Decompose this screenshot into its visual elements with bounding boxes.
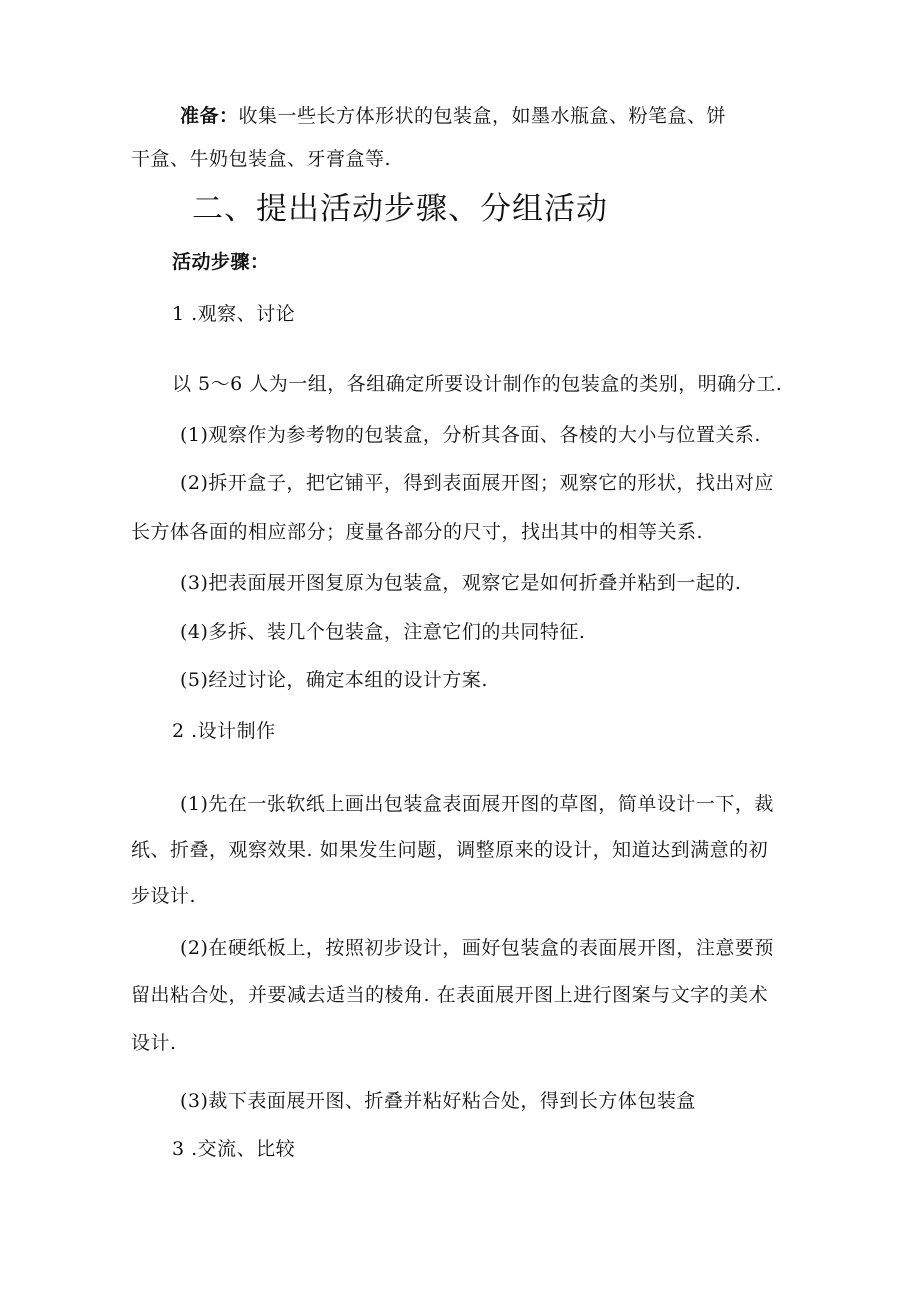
step1-item-2-line-2: 长方体各面的相应部分；度量各部分的尺寸，找出其中的相等关系. [131, 521, 704, 543]
step2-title: 2 .设计制作 [172, 720, 276, 742]
step3-title: 3 .交流、比较 [172, 1138, 296, 1160]
step2-item-3: (3)裁下表面展开图、折叠并粘好粘合处，得到长方体包装盒 [180, 1090, 696, 1112]
step1-item-2-line-1: (2)拆开盒子，把它铺平，得到表面展开图；观察它的形状，找出对应 [180, 472, 774, 494]
step1-title: 1 .观察、讨论 [172, 303, 296, 325]
step1-item-3: (3)把表面展开图复原为包装盒，观察它是如何折叠并粘到一起的. [180, 572, 742, 594]
step1-intro: 以 5～6 人为一组，各组确定所要设计制作的包装盒的类别，明确分工. [172, 373, 783, 395]
prep-paragraph-line-1 [180, 104, 726, 128]
section-heading: 二、提出活动步骤、分组活动 [192, 191, 608, 227]
step2-item-2-line-3: 设计. [131, 1032, 177, 1054]
step2-item-2-line-2: 留出粘合处，并要减去适当的棱角. 在表面展开图上进行图案与文字的美术 [131, 984, 769, 1006]
step2-item-1-line-3: 步设计. [131, 885, 197, 907]
prep-paragraph-line-2: 干盒、牛奶包装盒、牙膏盒等. [131, 148, 392, 170]
step1-item-4: (4)多拆、装几个包装盒，注意它们的共同特征. [180, 621, 586, 643]
prep-label: 准备： [180, 105, 239, 127]
prep-text-line-1: 收集一些长方体形状的包装盒，如墨水瓶盒、粉笔盒、饼 [238, 105, 727, 127]
steps-label: 活动步骤： [172, 251, 270, 273]
step1-item-1: (1)观察作为参考物的包装盒，分析其各面、各棱的大小与位置关系. [180, 424, 761, 446]
step1-item-5: (5)经过讨论，确定本组的设计方案. [180, 669, 488, 691]
step2-item-1-line-2: 纸、折叠，观察效果. 如果发生问题，调整原来的设计，知道达到满意的初 [131, 839, 769, 861]
step2-item-1-line-1: (1)先在一张软纸上画出包装盒表面展开图的草图，简单设计一下，裁 [180, 793, 774, 815]
step2-item-2-line-1: (2)在硬纸板上，按照初步设计，画好包装盒的表面展开图，注意要预 [180, 937, 774, 959]
